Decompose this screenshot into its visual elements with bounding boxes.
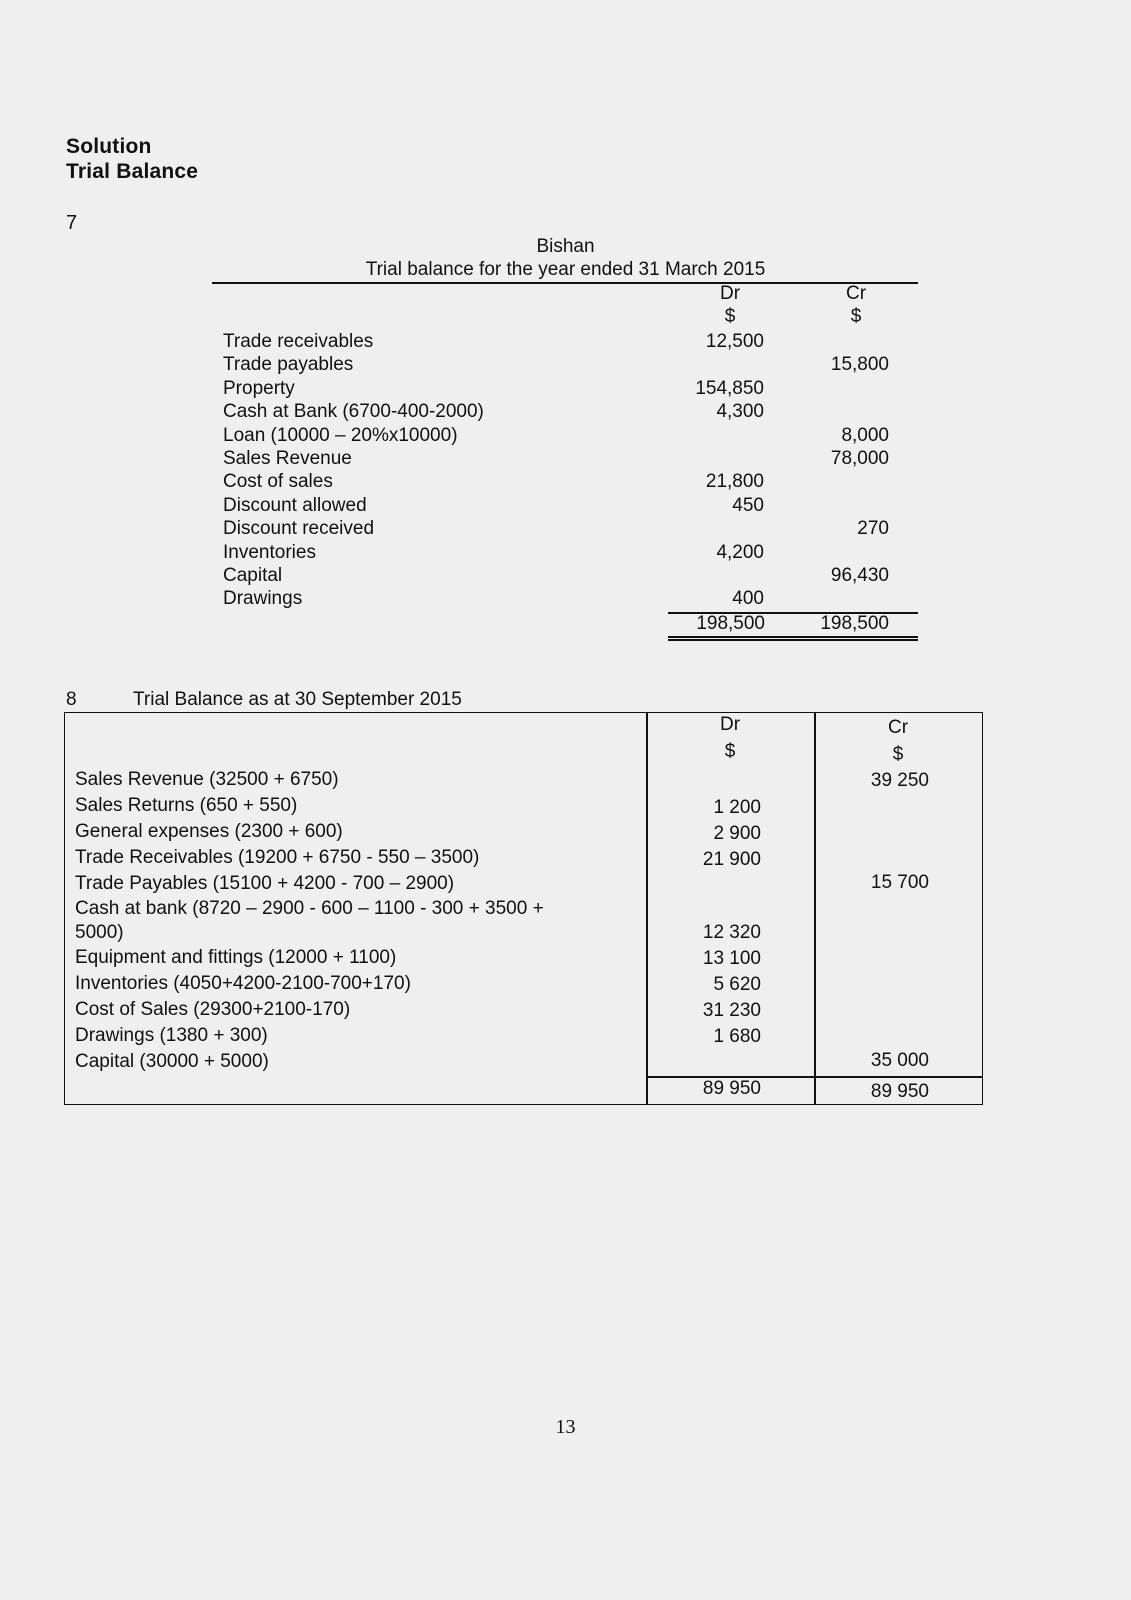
q8-dr-value: 1 200 [713,797,761,818]
q7-account-label: Discount received [223,518,375,540]
q7-row [223,470,893,493]
q8-cr-currency: $ [892,744,904,765]
q7-company-name: Bishan [536,236,595,257]
q7-cr-value: 78,000 [830,447,889,469]
q7-dr-value: 154,850 [695,377,764,399]
q8-dr-value: 31 230 [702,1000,761,1021]
q7-dr-value: 21,800 [705,471,764,493]
q8-account-label-continued: 5000) [75,922,124,943]
q7-row [223,564,893,587]
q7-row [223,377,893,400]
q7-cr-value: 96,430 [830,564,889,586]
q8-total-cr: 89 950 [870,1081,929,1102]
q8-account-label: Sales Returns (650 + 550) [75,795,298,816]
q7-total-cr: 198,500 [820,613,889,634]
q7-statement-title: Trial balance for the year ended 31 March 2015 [365,259,766,280]
q8-account-label: Cost of Sales (29300+2100-170) [75,999,351,1020]
q8-dr-header: Dr [719,714,741,735]
q7-cr-currency: $ [850,306,862,327]
q7-cr-value: 8,000 [841,424,889,446]
q7-dr-value: 12,500 [705,331,764,352]
q8-account-label: Inventories (4050+4200-2100-700+170) [75,973,411,994]
q8-account-label: Trade Receivables (19200 + 6750 - 550 – 3500) [75,847,480,868]
q7-cr-header: Cr [845,283,867,304]
q7-row [223,447,893,470]
q7-dr-value: 400 [732,588,764,610]
q7-account-label: Loan (10000 – 20%x10000) [223,424,458,446]
q7-account-label: Inventories [223,541,316,563]
q7-account-label: Discount allowed [223,494,367,516]
q7-dr-header: Dr [719,283,741,304]
q7-dr-value: 4,200 [716,541,764,563]
q8-dr-value: 5 620 [713,974,761,995]
heading-solution: Solution [66,135,152,158]
q7-total-dr: 198,500 [696,613,765,634]
q7-account-label: Trade payables [223,354,354,376]
q8-account-label: Cash at bank (8720 – 2900 - 600 – 1100 - 300 + 3500 + [75,898,544,919]
q7-row [223,424,893,447]
q7-account-label: Capital [223,564,283,586]
q8-dr-value: 12 320 [702,922,761,943]
q7-row [223,517,893,540]
q8-account-label: Trade Payables (15100 + 4200 - 700 – 2900) [75,873,455,894]
q7-account-label: Property [223,377,295,399]
q7-row [223,494,893,517]
q8-dr-value: 21 900 [702,849,761,870]
q8-cr-value: 15 700 [870,872,929,893]
q7-row [223,330,893,353]
page-number: 13 [555,1416,576,1438]
q7-account-label: Drawings [223,588,303,610]
q7-cr-value: 15,800 [830,354,889,376]
q8-dr-currency: $ [724,741,736,762]
question-8-number: 8 [66,689,77,710]
q7-cr-value: 270 [857,518,889,540]
q8-cr-header: Cr [887,717,909,738]
q8-dr-value: 13 100 [702,948,761,969]
q8-account-label: Capital (30000 + 5000) [75,1051,269,1072]
q7-row [223,400,893,423]
q7-double-underline [668,636,918,638]
q7-title-underline [212,282,918,284]
q8-account-label: Drawings (1380 + 300) [75,1025,268,1046]
q8-cr-value: 35 000 [870,1050,929,1071]
q7-account-label: Cost of sales [223,471,333,493]
q8-account-label: Equipment and fittings (12000 + 1100) [75,947,397,968]
q7-row [223,587,893,610]
question-7-number: 7 [66,212,78,234]
heading-trial-balance: Trial Balance [66,160,199,183]
q8-dr-value: 2 900 [713,823,761,844]
q8-account-label: Sales Revenue (32500 + 6750) [75,769,339,790]
q8-dr-value: 1 680 [713,1026,761,1047]
q7-double-underline [668,639,918,641]
q7-dr-value: 450 [732,494,764,516]
q8-statement-title: Trial Balance as at 30 September 2015 [133,689,462,710]
q7-dr-currency: $ [724,306,736,327]
q7-row [223,541,893,564]
q7-account-label: Cash at Bank (6700-400-2000) [223,401,484,423]
q7-account-label: Trade receivables [223,331,374,352]
q8-cr-value: 39 250 [870,770,929,791]
q8-total-dr: 89 950 [702,1078,761,1099]
q8-account-label: General expenses (2300 + 600) [75,821,343,842]
q7-dr-value: 4,300 [716,401,764,423]
q7-row [223,353,893,376]
q7-account-label: Sales Revenue [223,447,352,469]
q7-account-list [223,330,893,611]
